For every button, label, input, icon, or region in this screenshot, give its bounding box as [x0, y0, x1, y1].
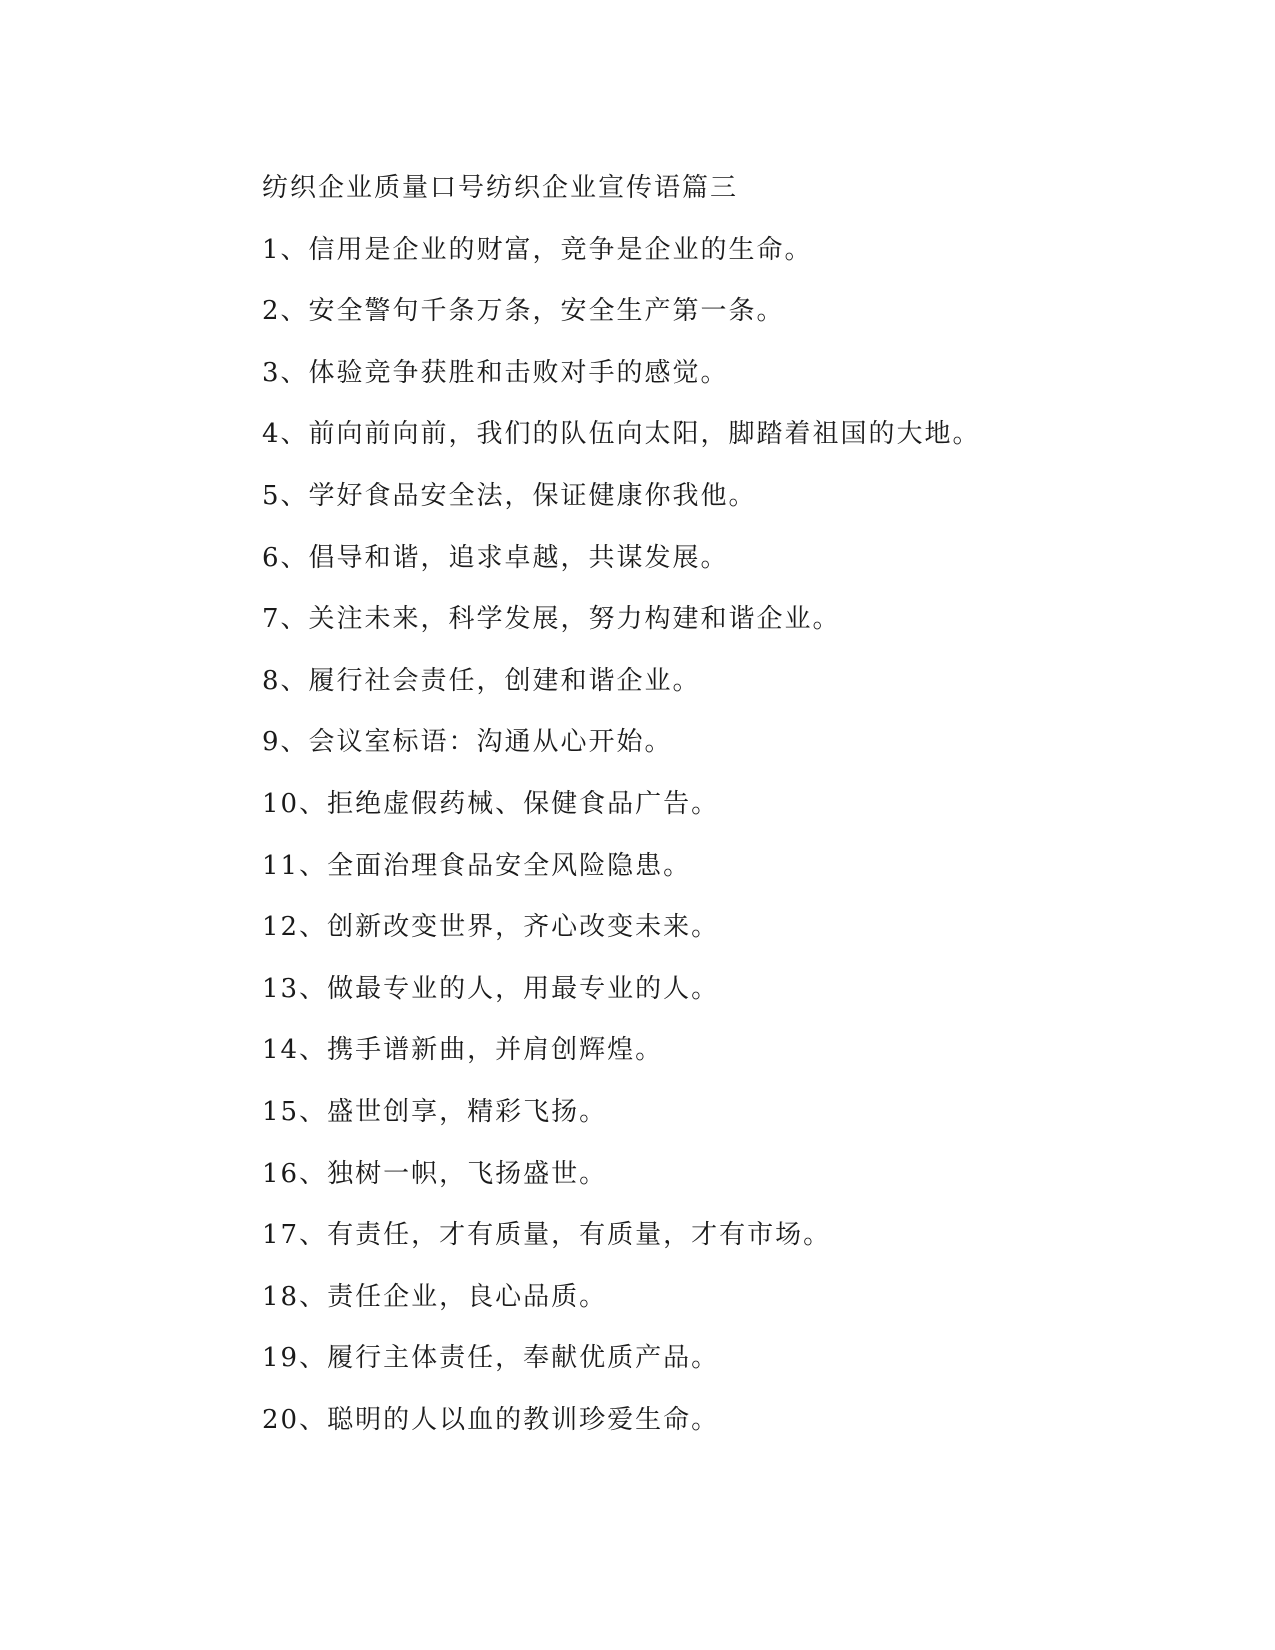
- slogan-item: 1、信用是企业的财富，竞争是企业的生命。: [262, 234, 813, 265]
- slogan-item: 20、聪明的人以血的教训珍爱生命。: [262, 1404, 720, 1435]
- slogan-item: 16、独树一帜，飞扬盛世。: [262, 1158, 608, 1189]
- slogan-list: [262, 230, 1082, 1462]
- slogan-item: 2、安全警句千条万条，安全生产第一条。: [262, 296, 785, 327]
- slogan-item: 3、体验竞争获胜和击败对手的感觉。: [262, 357, 729, 388]
- document-title: 纺织企业质量口号纺织企业宣传语篇三: [262, 173, 739, 203]
- slogan-item: 10、拒绝虚假药械、保健食品广告。: [262, 788, 720, 819]
- slogan-item: 15、盛世创享，精彩飞扬。: [262, 1096, 608, 1127]
- slogan-item: 8、履行社会责任，创建和谐企业。: [262, 665, 701, 696]
- slogan-item: 12、创新改变世界，齐心改变未来。: [262, 912, 720, 943]
- slogan-item: 13、做最专业的人，用最专业的人。: [262, 973, 720, 1004]
- slogan-item: 18、责任企业，良心品质。: [262, 1281, 608, 1312]
- slogan-item: 19、履行主体责任，奉献优质产品。: [262, 1343, 720, 1374]
- slogan-item: 9、会议室标语：沟通从心开始。: [262, 727, 673, 758]
- slogan-item: 5、学好食品安全法，保证健康你我他。: [262, 480, 757, 511]
- slogan-item: 6、倡导和谐，追求卓越，共谋发展。: [262, 542, 729, 573]
- slogan-item: 17、有责任，才有质量，有质量，才有市场。: [262, 1220, 832, 1251]
- slogan-item: 11、全面治理食品安全风险隐患。: [262, 850, 692, 881]
- slogan-item: 4、前向前向前，我们的队伍向太阳，脚踏着祖国的大地。: [262, 419, 981, 450]
- slogan-item: 14、携手谱新曲，并肩创辉煌。: [262, 1035, 664, 1066]
- slogan-item: 7、关注未来，科学发展，努力构建和谐企业。: [262, 604, 841, 635]
- document-content: [262, 168, 1082, 1461]
